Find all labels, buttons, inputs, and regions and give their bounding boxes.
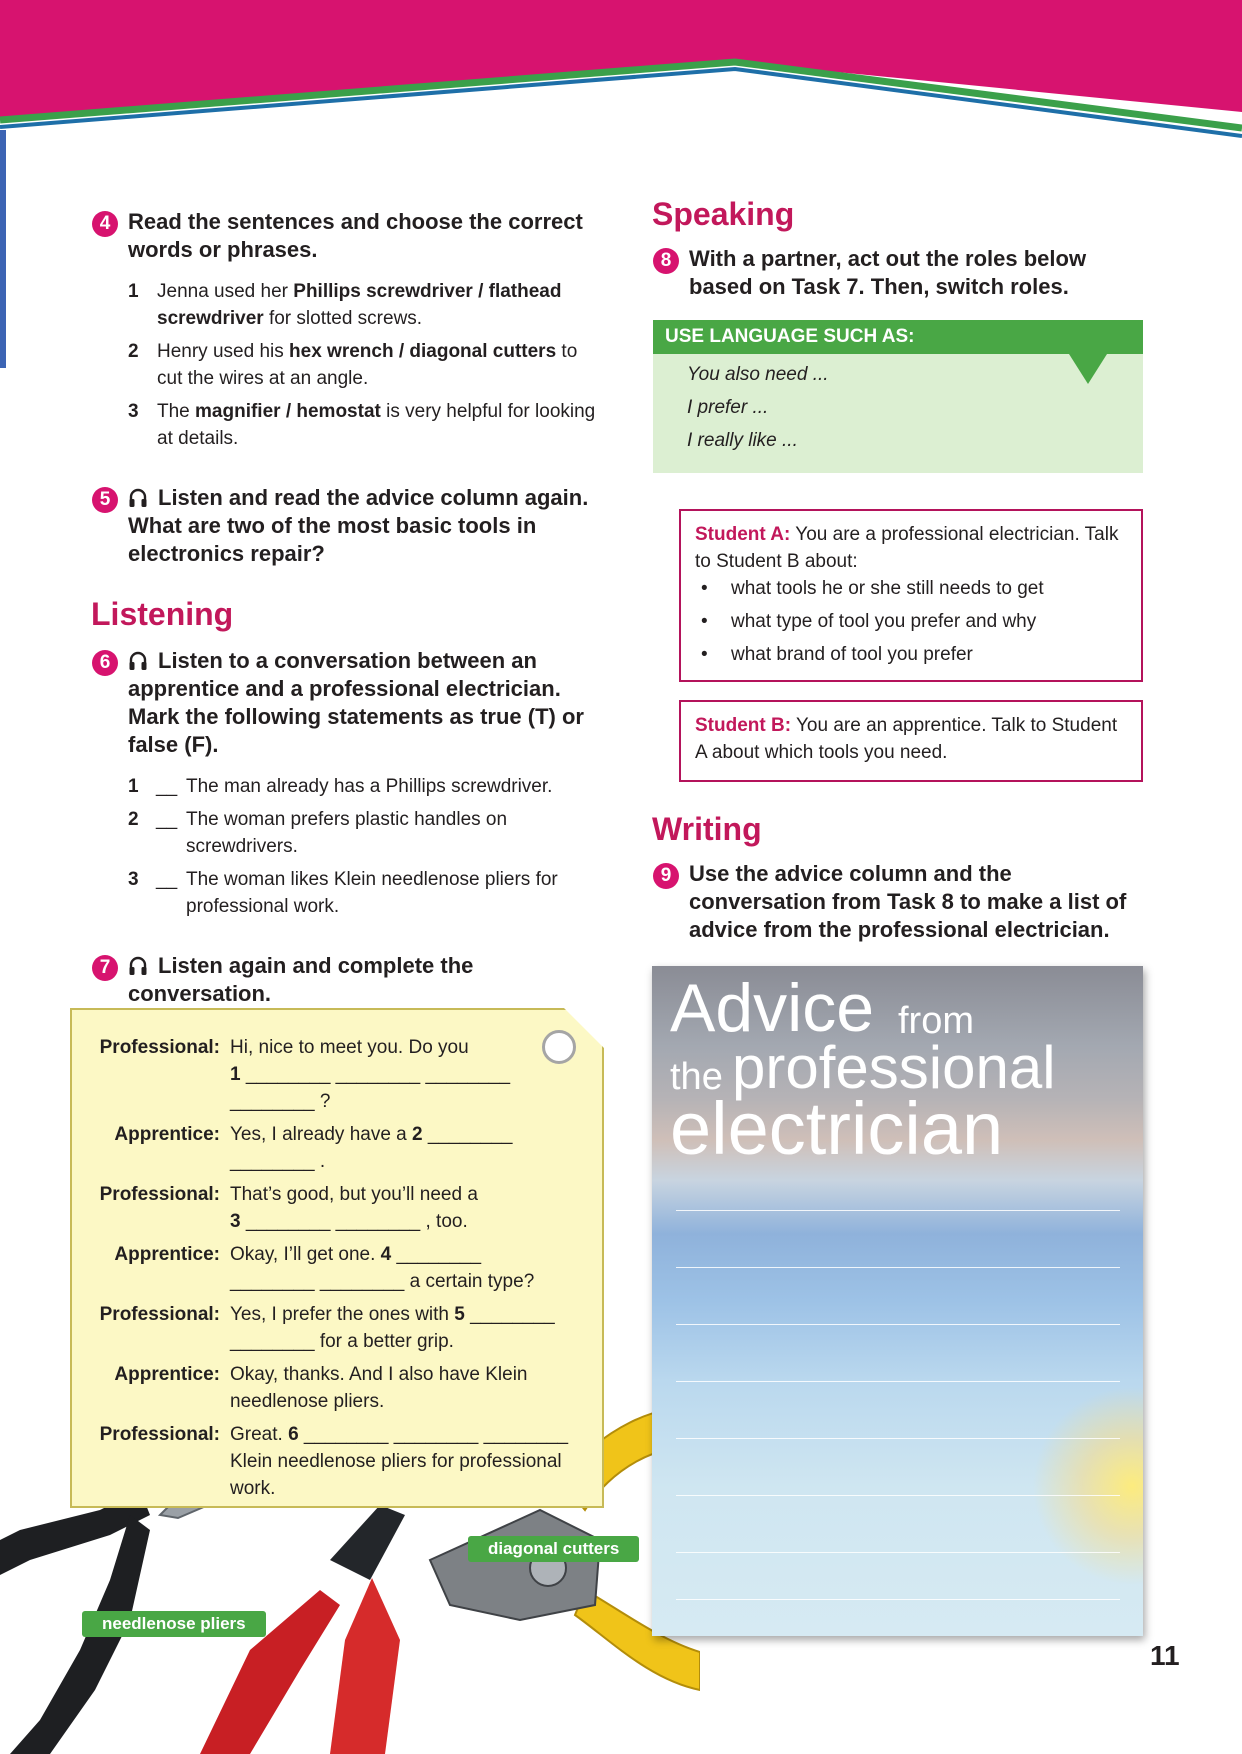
the-word: the <box>670 1056 723 1098</box>
list-item <box>128 398 602 452</box>
left-edge-tab <box>0 130 6 368</box>
writing-line[interactable] <box>676 1324 1120 1325</box>
line-text: Yes, I already have a <box>230 1124 413 1145</box>
bullet-item: • what brand of tool you prefer <box>695 641 1127 668</box>
writing-line[interactable] <box>676 1495 1120 1496</box>
item-text: The woman prefers plastic handles on screwdrivers. <box>186 809 508 857</box>
answer-blank[interactable]: ________ ________ , too. <box>240 1211 468 1232</box>
line-text: Klein needlenose pliers for professional work. <box>230 1451 562 1499</box>
page-number: 11 <box>1150 1640 1180 1671</box>
from-word: from <box>898 1000 974 1042</box>
writing-line[interactable] <box>676 1599 1120 1600</box>
item-text: The <box>157 401 196 422</box>
headphones-icon <box>128 651 148 671</box>
list-item <box>128 338 602 392</box>
answer-blank[interactable]: ________ for a better grip. <box>230 1331 454 1352</box>
diagonal-cutters-label: diagonal cutters <box>468 1536 639 1562</box>
phrase: I prefer ... <box>687 397 769 418</box>
dialogue-text <box>230 1034 590 1115</box>
speaker-label: Professional: <box>99 1037 220 1058</box>
task-8-heading <box>653 245 1123 301</box>
writing-line[interactable] <box>676 1210 1120 1211</box>
writing-line[interactable] <box>676 1552 1120 1553</box>
student-a-label: Student A: <box>695 524 791 545</box>
task-9 <box>653 860 1133 944</box>
answer-blank[interactable]: __ <box>156 869 178 890</box>
blank-number: 1 <box>230 1064 241 1085</box>
light-glow <box>1032 1386 1143 1586</box>
speaker-label: Professional: <box>99 1424 220 1445</box>
task-number-badge: 8 <box>653 248 679 274</box>
phrase: You also need ... <box>687 364 829 385</box>
item-text: Henry used his <box>157 341 290 362</box>
item-number: 1 <box>128 281 139 302</box>
task-5-text: Listen and read the advice column again. What are two of the most basic tools in electronics repair? <box>128 485 589 566</box>
task-7-heading <box>92 952 602 1008</box>
speaking-title: Speaking <box>652 196 795 232</box>
dialogue-text <box>230 1301 590 1355</box>
task-7 <box>92 952 602 1008</box>
choice-words: magnifier / hemostat <box>195 401 381 422</box>
answer-blank[interactable]: ________ <box>464 1304 555 1325</box>
item-number: 2 <box>128 809 139 830</box>
language-box-header: USE LANGUAGE SUCH AS: <box>653 320 1143 354</box>
language-box <box>653 320 1143 473</box>
needlenose-pliers-label: needlenose pliers <box>82 1611 266 1637</box>
writing-title: Writing <box>652 811 762 847</box>
headphones-icon <box>128 956 148 976</box>
list-item <box>128 773 602 800</box>
task-9-text: Use the advice column and the conversation from Task 8 to make a list of advice from the professional electrician. <box>689 861 1127 942</box>
item-text: for slotted screws. <box>263 308 423 329</box>
task-5-heading <box>92 484 602 568</box>
line-text: Great. <box>230 1424 289 1445</box>
item-text: Jenna used her <box>157 281 294 302</box>
speaker-label: Professional: <box>99 1304 220 1325</box>
headphones-icon <box>128 488 148 508</box>
blank-number: 2 <box>412 1124 423 1145</box>
item-number: 3 <box>128 401 139 422</box>
dialogue-text <box>230 1421 590 1502</box>
task-8-text: With a partner, act out the roles below based on Task 7. Then, switch roles. <box>689 246 1087 299</box>
item-text: The woman likes Klein needlenose pliers for professional work. <box>186 869 558 917</box>
listening-title: Listening <box>91 596 234 632</box>
answer-blank[interactable]: ________ ? <box>230 1091 331 1112</box>
student-b-label: Student B: <box>695 715 792 736</box>
item-text: to cut the wires at an angle. <box>157 341 578 389</box>
student-b-text: You are an apprentice. Talk to Student A about which tools you need. <box>695 715 1118 763</box>
answer-blank[interactable]: ________ ________ ________ <box>298 1424 569 1445</box>
dialogue-text <box>230 1241 590 1295</box>
task-8 <box>653 245 1123 301</box>
choice-words: hex wrench / diagonal cutters <box>289 341 557 362</box>
task-number-badge: 9 <box>653 863 679 889</box>
list-item <box>128 278 602 332</box>
speaker-label: Apprentice: <box>114 1244 220 1265</box>
dialogue-text <box>230 1181 590 1235</box>
answer-blank[interactable]: ________ <box>391 1244 482 1265</box>
writing-line[interactable] <box>676 1438 1120 1439</box>
blank-number: 5 <box>454 1304 465 1325</box>
task-4 <box>92 208 602 458</box>
blank-number: 4 <box>380 1244 392 1265</box>
task-9-heading <box>653 860 1133 944</box>
phrase: I really like ... <box>687 430 798 451</box>
line-text: Hi, nice to meet you. Do you <box>230 1037 469 1058</box>
blank-number: 3 <box>230 1211 241 1232</box>
line-text: That’s good, but you’ll need a <box>230 1184 478 1205</box>
electrician-word: electrician <box>670 1087 1004 1170</box>
item-number: 1 <box>128 776 139 797</box>
header-band <box>0 0 1242 140</box>
conversation-card <box>70 1008 604 1508</box>
task-7-text: Listen again and complete the conversation. <box>128 953 474 1006</box>
bullet-item: • what type of tool you prefer and why <box>695 608 1127 635</box>
pointer-triangle <box>1069 354 1107 384</box>
writing-line[interactable] <box>676 1381 1120 1382</box>
student-a-intro <box>695 521 1127 575</box>
answer-blank[interactable]: __ <box>156 776 178 797</box>
line-text: Okay, I’ll get one. <box>230 1244 381 1265</box>
blank-number: 6 <box>288 1424 299 1445</box>
speaker-label: Apprentice: <box>114 1364 220 1385</box>
task-6-text: Listen to a conversation between an apprentice and a professional electrician. Mark the following statements as true (T) or false (F). <box>128 648 584 757</box>
advice-notepad <box>652 966 1143 1636</box>
task-5 <box>92 484 602 568</box>
speaker-label: Professional: <box>99 1184 220 1205</box>
task-6-heading <box>92 647 602 759</box>
student-b-card <box>679 700 1143 782</box>
item-number: 2 <box>128 341 139 362</box>
student-a-text: You are a professional electrician. Talk to Student B about: <box>695 524 1119 572</box>
hang-hole <box>542 1030 576 1064</box>
task-number-badge: 4 <box>92 211 118 237</box>
task-6 <box>92 647 602 926</box>
task-4-text: Read the sentences and choose the correct words or phrases. <box>128 209 583 262</box>
list-item <box>128 806 602 860</box>
answer-blank[interactable]: ________ ________ a certain type? <box>230 1271 535 1292</box>
task-number-badge: 5 <box>92 487 118 513</box>
student-a-card <box>679 509 1143 682</box>
item-text: is very helpful for looking at details. <box>157 401 596 449</box>
line-text: Yes, I prefer the ones with <box>230 1304 455 1325</box>
dialogue-text <box>230 1121 590 1175</box>
item-number: 3 <box>128 869 139 890</box>
answer-blank[interactable]: ________ . <box>230 1151 326 1172</box>
professional-word: professional <box>732 1034 1056 1101</box>
answer-blank[interactable]: ________ ________ ________ <box>240 1064 511 1085</box>
bullet-item: • what tools he or she still needs to get <box>695 575 1127 602</box>
answer-blank[interactable]: ________ <box>422 1124 513 1145</box>
speaker-label: Apprentice: <box>114 1124 220 1145</box>
dialogue-text: Okay, thanks. And I also have Klein needlenose pliers. <box>230 1364 528 1412</box>
answer-blank[interactable]: __ <box>156 809 178 830</box>
list-item <box>128 866 602 920</box>
writing-line[interactable] <box>676 1267 1120 1268</box>
task-4-heading <box>92 208 602 264</box>
advice-word: Advice <box>670 970 875 1046</box>
item-text: The man already has a Phillips screwdriver. <box>186 776 553 797</box>
task-number-badge: 6 <box>92 650 118 676</box>
task-number-badge: 7 <box>92 955 118 981</box>
choice-words: Phillips screwdriver / flathead screwdriver <box>157 281 562 329</box>
